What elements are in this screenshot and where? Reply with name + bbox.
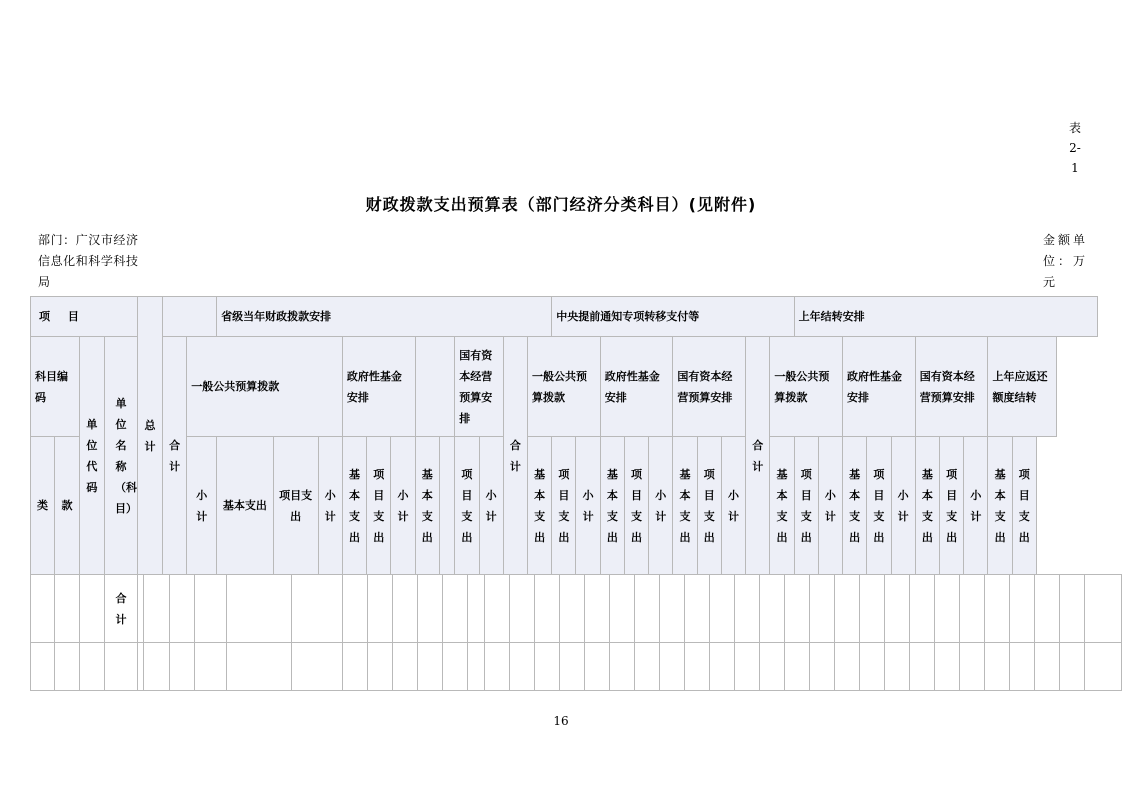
header-total: 总计 xyxy=(138,297,163,575)
header-carry-return: 上年应返还额度结转 xyxy=(988,337,1057,437)
header-central-govfund: 政府性基金安排 xyxy=(600,337,673,437)
header-prov-govfund: 政府性基金安排 xyxy=(342,337,415,437)
header-central: 中央提前通知专项转移支付等 xyxy=(552,297,794,337)
leaf-car-state-basic: 基本支出 xyxy=(915,437,939,575)
leaf-prov-fund-project: 项目支出 xyxy=(367,437,391,575)
header-unit-name: 单位名称（科目） xyxy=(104,337,137,575)
leaf-car-state-xiaoji: 小计 xyxy=(891,437,915,575)
leaf-cen-state-xiaoji: 小计 xyxy=(649,437,673,575)
leaf-cen-gen-basic: 基本支出 xyxy=(528,437,552,575)
leaf-cen-gen-xiaoji: 小计 xyxy=(479,437,503,575)
department-label: 部门：广汉市经济信息化和科学科技局 xyxy=(38,233,138,289)
leaf-cen-fund-basic: 基本支出 xyxy=(600,437,624,575)
leaf-car-state-project: 项目支出 xyxy=(939,437,963,575)
leaf-prov-gen-project: 项目支出 xyxy=(273,437,318,575)
leaf-car-fund-project: 项目支出 xyxy=(867,437,891,575)
leaf-cen-fund-xiaoji: 小计 xyxy=(576,437,600,575)
header-item: 项 目 xyxy=(31,297,138,337)
header-central-total: 合计 xyxy=(503,337,527,575)
header-blank xyxy=(163,297,217,337)
header-carry-total: 合计 xyxy=(746,337,770,575)
unit-label: 金额单位：万元 xyxy=(1043,233,1085,289)
leaf-prov-state-project: 项目支出 xyxy=(455,437,479,575)
leaf-cen-state-project: 项目支出 xyxy=(697,437,721,575)
leaf-prov-state-gap xyxy=(439,437,454,575)
header-category: 类 xyxy=(31,437,55,575)
header-unit-code: 单位代码 xyxy=(79,337,104,575)
header-central-state: 国有资本经营预算安排 xyxy=(673,337,746,437)
header-prov-general: 一般公共预算拨款 xyxy=(187,337,343,437)
leaf-prov-gen-basic: 基本支出 xyxy=(217,437,273,575)
header-central-general: 一般公共预算拨款 xyxy=(528,337,601,437)
leaf-prov-state-xiaoji: 小计 xyxy=(391,437,415,575)
leaf-car-fund-basic: 基本支出 xyxy=(843,437,867,575)
leaf-cen-fund-project: 项目支出 xyxy=(624,437,648,575)
header-provincial-total: 合计 xyxy=(163,337,187,575)
header-provincial: 省级当年财政拨款安排 xyxy=(217,297,552,337)
leaf-car-ret-xiaoji: 小计 xyxy=(964,437,988,575)
leaf-cen-state-basic: 基本支出 xyxy=(673,437,697,575)
page-number: 16 xyxy=(553,714,569,728)
leaf-prov-state-basic: 基本支出 xyxy=(415,437,439,575)
header-carry-state: 国有资本经营预算安排 xyxy=(915,337,988,437)
header-carry-general: 一般公共预算拨款 xyxy=(770,337,843,437)
leaf-prov-gen-xiaoji: 小计 xyxy=(187,437,217,575)
leaf-cen-gen-project: 项目支出 xyxy=(552,437,576,575)
leaf-car-ret-basic: 基本支出 xyxy=(988,437,1012,575)
table-gridlines xyxy=(30,574,1092,692)
leaf-car-fund-xiaoji: 小计 xyxy=(818,437,842,575)
header-carryover: 上年结转安排 xyxy=(794,297,1097,337)
leaf-prov-fund-xiaoji: 小计 xyxy=(318,437,342,575)
page-title: 财政拨款支出预算表（部门经济分类科目）(见附件) xyxy=(365,195,757,214)
leaf-car-ret-project: 项目支出 xyxy=(1012,437,1036,575)
leaf-prov-fund-basic: 基本支出 xyxy=(342,437,366,575)
header-subject-code: 科目编码 xyxy=(31,337,80,437)
leaf-car-gen-xiaoji: 小计 xyxy=(721,437,745,575)
header-prov-state: 国有资本经营预算安排 xyxy=(455,337,503,437)
table-number: 表 2-1 xyxy=(1068,121,1081,175)
leaf-car-gen-basic: 基本支出 xyxy=(770,437,794,575)
header-prov-blank xyxy=(415,337,455,437)
header-section: 款 xyxy=(55,437,80,575)
row-total-label: 合计 xyxy=(104,575,137,643)
leaf-car-gen-project: 项目支出 xyxy=(794,437,818,575)
header-carry-govfund: 政府性基金安排 xyxy=(843,337,916,437)
